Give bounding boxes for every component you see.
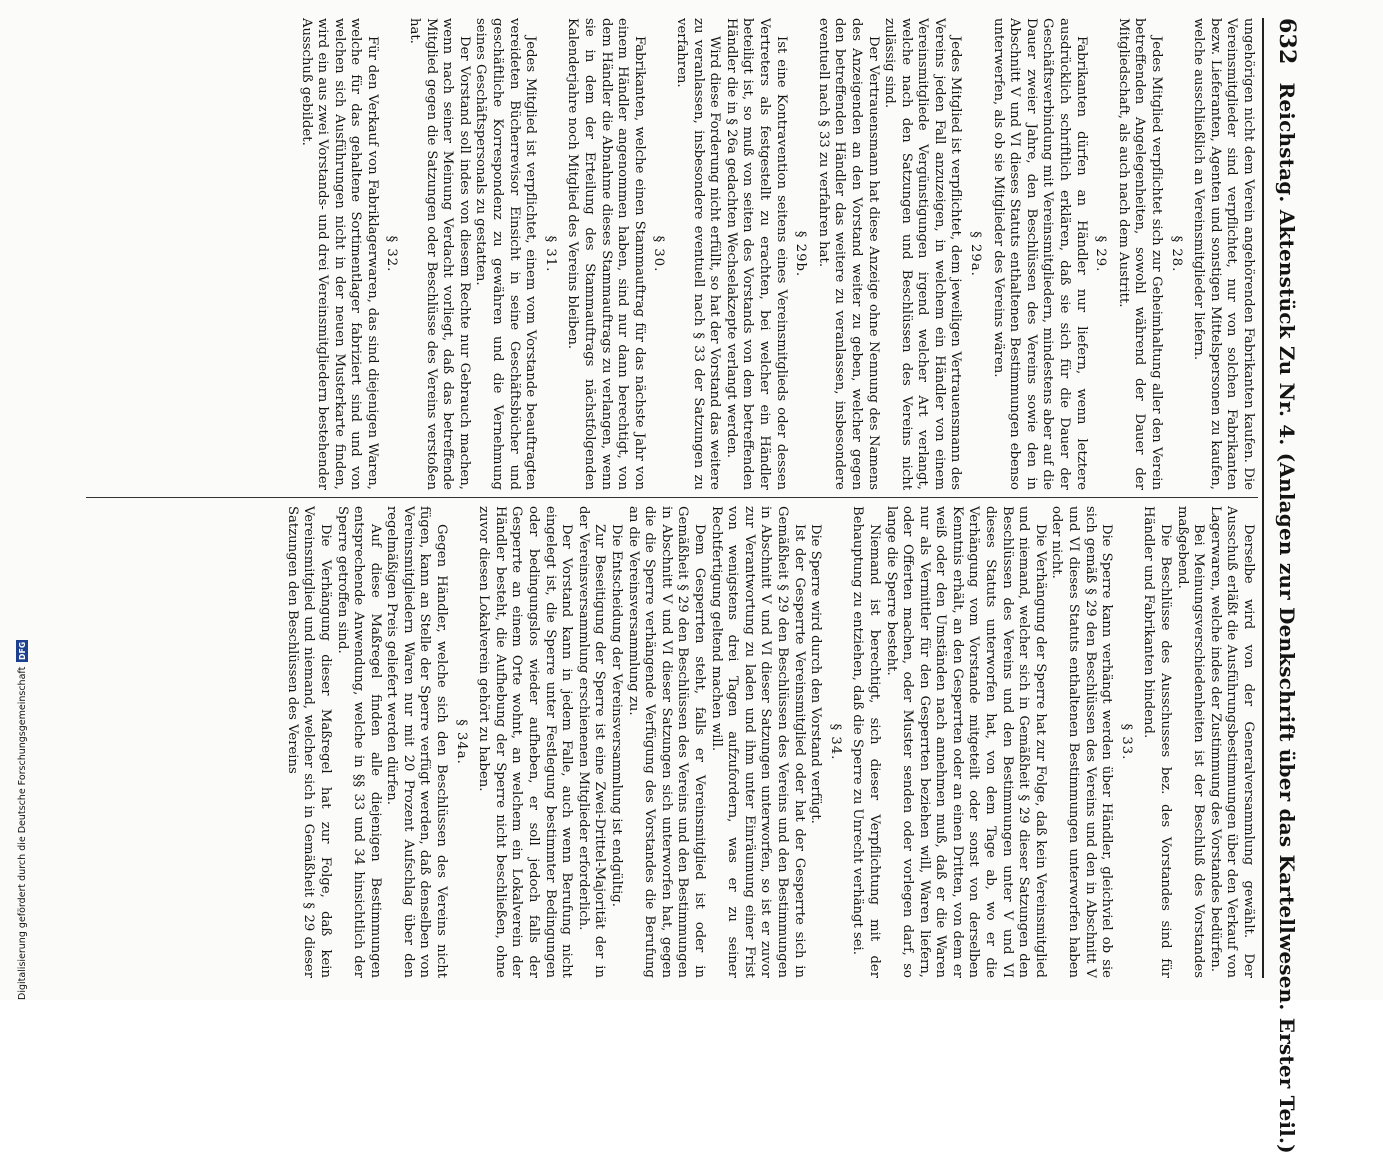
credit-text: Digitalisierung gefördert durch die Deutsche Forschungsgemeinschaft xyxy=(16,666,28,1000)
page-number: 632 xyxy=(1274,18,1300,65)
section-heading: § 34a. xyxy=(453,719,469,765)
paragraph: Ist der Gesperrte Vereinsmitglied oder hat der Gesperrte sich in Gemäßheit § 29 den Beschlüssen des Vereins und den Bestimmungen in Abschnitt V und VI dieser Satzungen unterworfen, so ist er zuvor zur Verantwortung zu laden und ihm unter Einräumung einer Frist von wenigstens drei Tagen aufzufordern, was er zu seiner Rechtfertigung geltend machen will. xyxy=(708,506,807,978)
paragraph: Die Beschlüsse des Ausschusses bez. des Vorstandes sind für Händler und Fabrikanten bindend. xyxy=(1141,506,1174,978)
paragraph: Jedes Mitglied ist verpflichtet, einem vom Vorstande beauftragten vereideten Bücherrevisor Einsicht in seine Geschäftsbücher und geschäftliche Korrespondenz zu gewähren und die Vernehmung seines Geschäftspersonals zu gestatten. xyxy=(473,18,539,490)
running-header xyxy=(1264,18,1300,1154)
header-rule xyxy=(1262,18,1264,978)
section-heading: § 29b. xyxy=(793,230,809,278)
paragraph: Bei Meinungsverschiedenheiten ist der Beschluß des Vorstandes maßgebend. xyxy=(1174,506,1207,978)
digitization-credit xyxy=(16,640,28,1000)
right-text-column xyxy=(86,506,1256,978)
paragraph: Der Vertrauensmann hat diese Anzeige ohne Nennung des Namens des Anzeigenden an den Vorstand weiter zu geben, welcher gegen den betreffenden Händler das weitere zu veranlassen, insbesondere eventuell nach § 33 zu verfahren hat. xyxy=(815,18,881,490)
paragraph: Der Vorstand kann in jedem Falle, auch wenn Berufung nicht eingelegt ist, die Sperre unter Festlegung bestimmter Bedingungen oder bedingungslos wieder aufheben, er soll jedoch falls der Gesperrte an einem Orte wohnt, an welchem ein Lokalverein der Händler besteht, die Aufhebung der Sperre nicht beschließen, ohne zuvor diesen Lokalverein gehört zu haben. xyxy=(476,506,575,978)
paragraph: Fabrikanten, welche einen Stammauftrag für das nächste Jahr von einem Händler angenommen haben, sind nur dann berechtigt, von dem Händler die Abnahme dieses Stammauftrags zu verlangen, wenn sie in dem der Erteilung des Stammauftrags nächstfolgenden Kalenderjahre noch Mitglied des Vereins bleiben. xyxy=(565,18,647,490)
paragraph: Derselbe wird von der Generalversammlung gewählt. Der Ausschuß erläßt die Ausführungsbestimmungen über den Verkauf von Lagerwaren, welche indes der Zustimmung des Vorstandes bedürfen. xyxy=(1207,506,1256,978)
paragraph: Ist eine Kontravention seitens eines Vereinsmitglieds oder dessen Vertreters als festgestellt zu erachten, bei welcher ein Händler beteiligt ist, so muß von seiten des Vorstands von dem betreffenden Händler die in § 26a gedachten Wechselakzepte verlangt werden. xyxy=(723,18,789,490)
left-text-column xyxy=(86,18,1256,490)
paragraph: Jedes Mitglied ist verpflichtet, dem jeweiligen Vertrauensmann des Vereins jeden Fall anzuzeigen, in welchem ein Händler von einem Vereinsmitgliede Vergünstigungen irgend welcher Art verlangt, welche nach den Satzungen und Beschlüssen des Vereins nicht zulässig sind. xyxy=(882,18,964,490)
paragraph: Jedes Mitglied verpflichtet sich zur Geheimhaltung aller den Verein betreffenden Angelegenheiten, sowohl während der Dauer der Mitgliedschaft, als auch nach dem Austritt. xyxy=(1115,18,1165,490)
paragraph: Auf diese Maßregel finden alle diejenigen Bestimmungen entsprechende Anwendung, welche in §§ 33 und 34 hinsichtlich der Sperre getroffen sind. xyxy=(334,506,383,978)
section-heading: § 32. xyxy=(384,235,400,273)
section-heading: § 28. xyxy=(1168,235,1184,273)
header-title: Reichstag. Aktenstück Zu Nr. 4. (Anlagen zur Denkschrift über das Kartellwesen. Erster Teil.) xyxy=(1275,82,1299,1154)
paragraph: Die Verhängung der Sperre hat zur Folge, daß kein Vereinsmitglied und niemand, welcher sich in Gemäßheit § 29 dieser Satzungen den Beschlüssen des Vereins und den Bestimmungen unter V und VI dieses Statuts unterworfen hat, von dem Tage ab, wo er die Verhängung vom Vorstande mitgeteilt oder sonst von derselben Kenntnis erhält, an den Gesperrten oder an einen Dritten, von dem er weiß oder den Umständen nach annehmen muß, daß er die Waren nur als Vermittler für den Gesperrten beziehen will, Waren liefern, oder Offerten machen, oder Muster senden oder vorlegen darf, so lange die Sperre besteht. xyxy=(883,506,1048,978)
paragraph: Wird diese Forderung nicht erfüllt, so hat der Vorstand das weitere zu veranlassen, insbesondere eventuell nach § 33 der Satzungen zu verfahren. xyxy=(674,18,723,490)
paragraph: Die Sperre kann verhängt werden über Händler, gleichviel ob sie sich gemäß § 29 den Beschlüssen des Vereins und den in Abschnitt V und VI dieses Statuts enthaltenen Bestimmungen unterworfen haben oder nicht. xyxy=(1049,506,1115,978)
paragraph: ungehörigen nicht dem Verein angehörenden Fabrikanten kaufen. Die Vereinsmitglieder sind verpflichtet, nur von solchen Fabrikanten bezw. Lieferanten, Agenten und sonstigen Mittelspersonen zu kaufen, welche ausschließlich an Vereinsmitglieder liefern. xyxy=(1191,18,1256,490)
section-heading: § 31. xyxy=(542,235,558,273)
column-divider xyxy=(86,497,1258,498)
section-heading: § 33. xyxy=(1118,723,1134,761)
paragraph: Die Sperre wird durch den Vorstand verfügt. xyxy=(808,524,824,824)
section-heading: § 29a. xyxy=(968,231,984,277)
rotated-document-page xyxy=(78,18,1300,1154)
paragraph: Niemand ist berechtigt, sich dieser Verpflichtung mit der Behauptung zu entziehen, daß die Sperre zu Unrecht verhängt sei. xyxy=(850,506,882,978)
section-heading: § 30. xyxy=(651,235,667,273)
paragraph: Für den Verkauf von Fabriklagerwaren, das sind diejenigen Waren, welche für das gehaltene Sortimentlager fabriziert sind und von welchen sich Ausführungen nicht in der neuen Musterkarte finden, wird ein aus zwei Vorstands- und drei Vereinsmitgliedern bestehender Ausschuß gebildet. xyxy=(298,18,380,490)
paragraph: Die Entscheidung der Vereinsversammlung ist endgültig. xyxy=(609,524,625,907)
paragraph: Zur Beseitigung der Sperre ist eine Zwei-Drittel-Majorität der in der Vereinsversammlung erschienenen Mitglieder erforderlich. xyxy=(575,506,608,978)
section-heading: § 29. xyxy=(1093,235,1109,273)
paragraph: Gegen Händler, welche sich den Beschlüssen des Vereins nicht fügen, kann an Stelle der Sperre verfügt werden, daß denselben von Vereinsmitgliedern Waren nur mit 20 Prozent Aufschlag über den regelmäßigen Preis geliefert werden dürfen. xyxy=(384,506,450,978)
dfg-logo: DFG xyxy=(17,641,27,660)
paragraph: Die Verhängung dieser Maßregel hat zur Folge, daß kein Vereinsmitglied und niemand, welcher sich in Gemäßheit § 29 dieser Satzungen den Beschlüssen des Vereins xyxy=(284,506,333,978)
paragraph: Dem Gesperrten steht, falls er Vereinsmitglied ist oder in Gemäßheit § 29 den Beschlüssen des Vereins und den Bestimmungen in Abschnitt V und VI dieser Satzungen sich unterworfen hat, gegen die die Sperre verhängende Verfügung des Vorstandes die Berufung an die Vereinsversammlung zu. xyxy=(625,506,707,978)
paragraph: Fabrikanten dürfen an Händler nur liefern, wenn letztere ausdrücklich schriftlich erklären, daß sie sich für die Dauer der Geschäftsverbindung mit Vereinsmitgliedern, mindestens aber auf die Dauer zweier Jahre, den Beschlüssen des Vereins sowie den in Abschnitt V und VI dieses Statuts enthaltenen Bestimmungen ebenso unterwerfen, als ob sie Mitglieder des Vereins wären. xyxy=(990,18,1089,490)
paragraph: Der Vorstand soll indes von diesem Rechte nur Gebrauch machen, wenn nach seiner Meinung Verdacht vorliegt, daß das betreffende Mitglied gegen die Satzungen oder Beschlüsse des Vereins verstoßen hat. xyxy=(407,18,472,490)
section-heading: § 34. xyxy=(827,723,843,761)
